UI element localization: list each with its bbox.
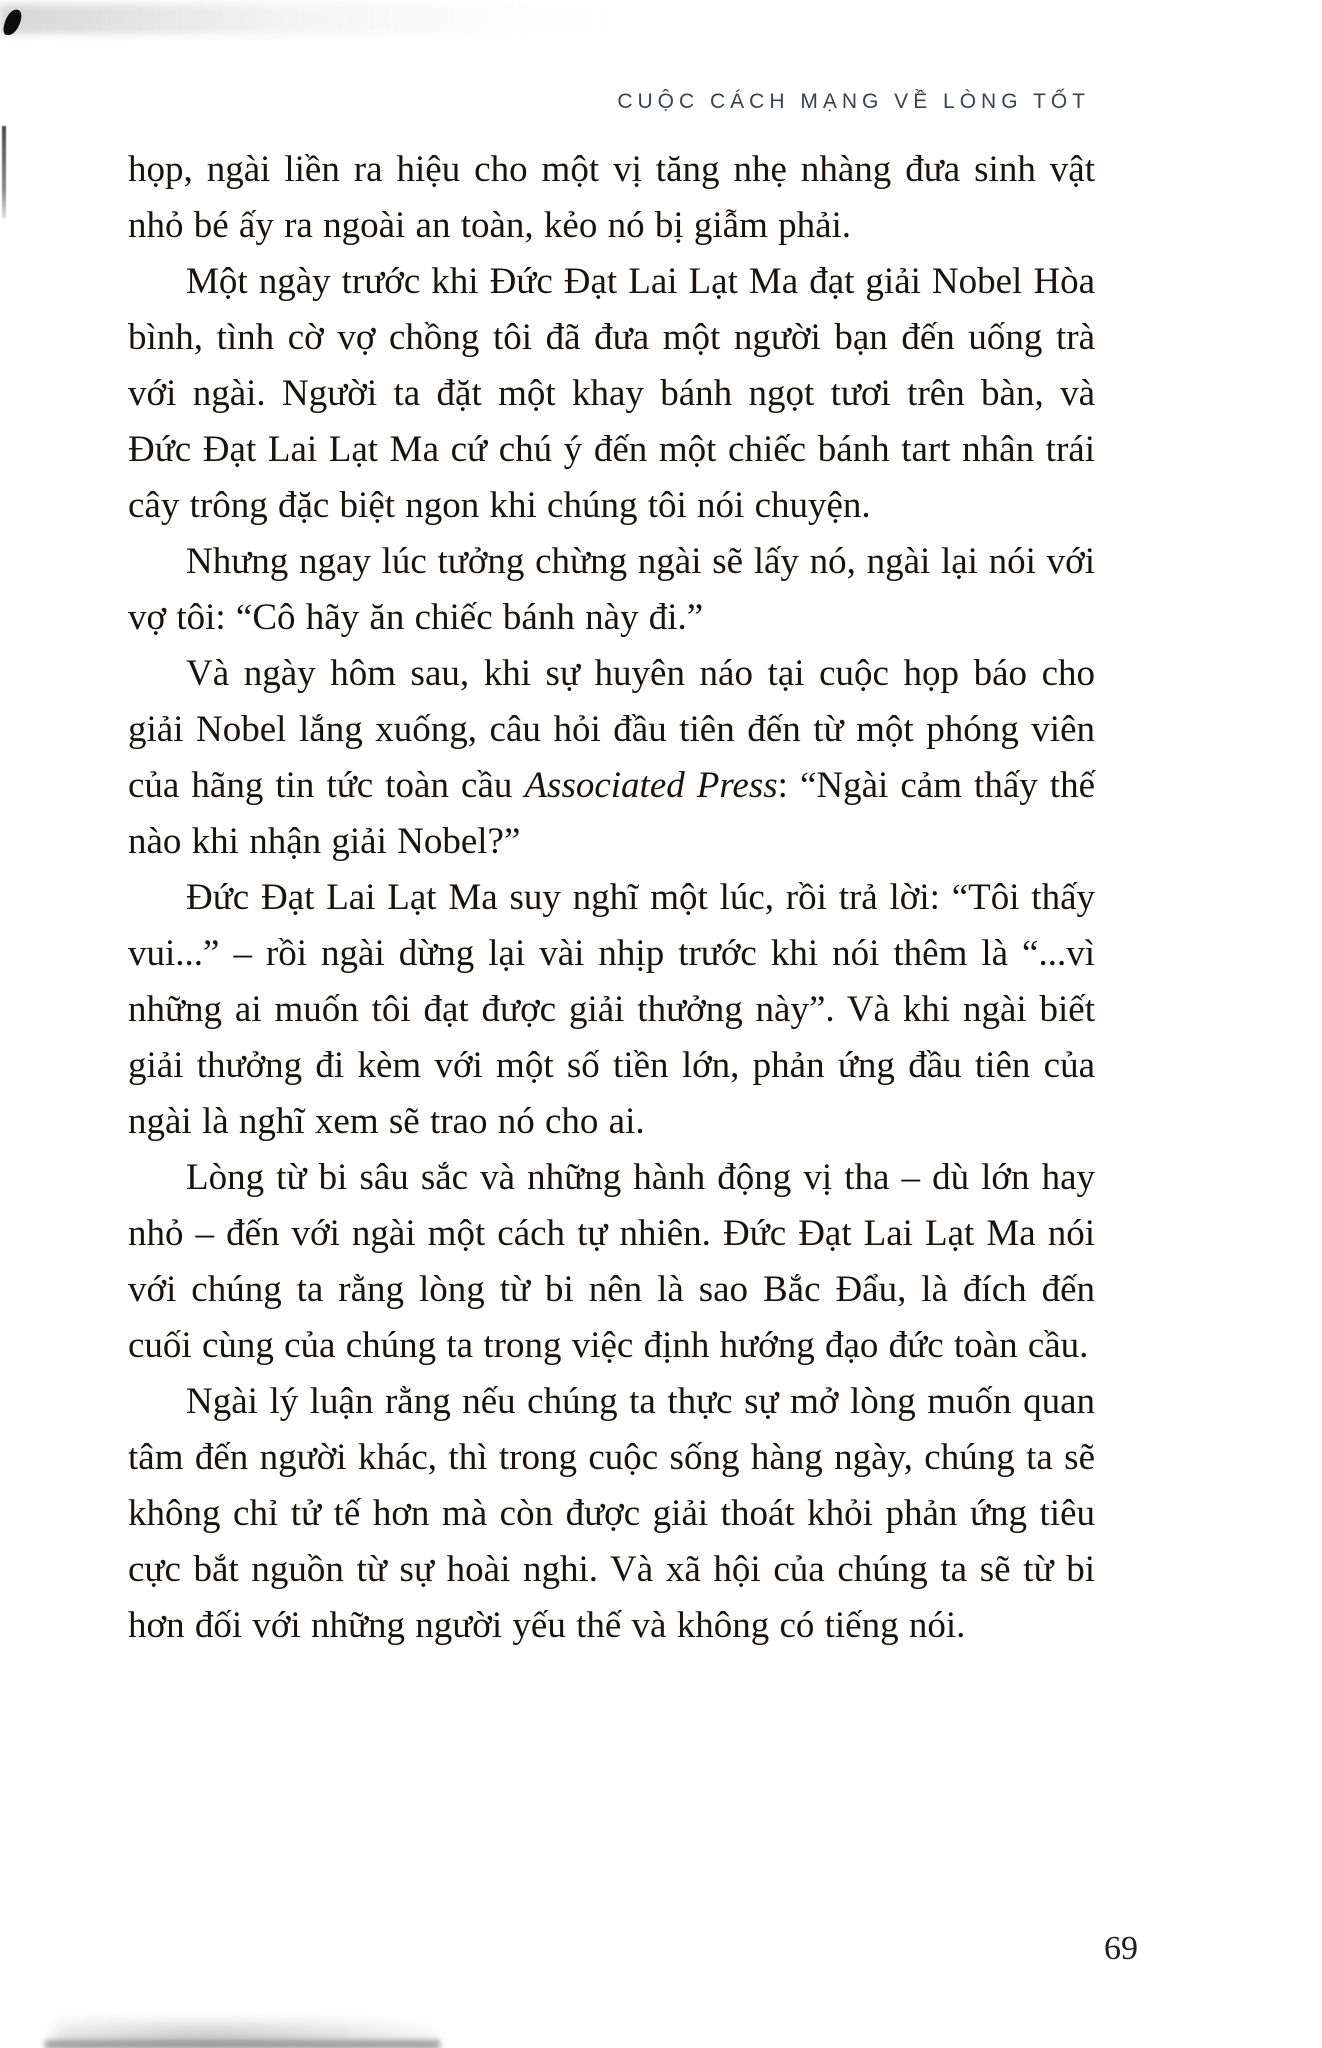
page-number: 69	[1104, 1930, 1138, 1967]
italic-run: Associated Press	[524, 765, 778, 806]
body-paragraph: Nhưng ngay lúc tưởng chừng ngài sẽ lấy nó, ngài lại nói với vợ tôi: “Cô hãy ăn chiếc bánh này đi.”	[128, 541, 1095, 638]
scan-strip-bottom	[45, 2040, 440, 2048]
scan-left-edge-line	[2, 126, 6, 218]
text-block	[128, 142, 1095, 1654]
running-header: CUỘC CÁCH MẠNG VỀ LÒNG TỐT	[617, 90, 1090, 113]
text-run: Và ngày hôm sau, khi sự huyên náo tại cuộc họp báo cho giải Nobel lắng xuống, câu hỏi đầu tiên đến từ một phóng viên của hãng tin tức toàn cầu	[128, 653, 1095, 806]
text-run: : “Ngài cảm thấy thế nào khi nhận giải Nobel?”	[128, 765, 1095, 862]
scan-smudge-top	[0, 4, 650, 34]
body-paragraph: Một ngày trước khi Đức Đạt Lai Lạt Ma đạt giải Nobel Hòa bình, tình cờ vợ chồng tôi đã đưa một người bạn đến uống trà với ngài. Người ta đặt một khay bánh ngọt tươi trên bàn, và Đức Đạt Lai Lạt Ma cứ chú ý đến một chiếc bánh tart nhân trái cây trông đặc biệt ngon khi chúng tôi nói chuyện.	[128, 261, 1095, 526]
body-paragraph: Lòng từ bi sâu sắc và những hành động vị tha – dù lớn hay nhỏ – đến với ngài một cách tự nhiên. Đức Đạt Lai Lạt Ma nói với chúng ta rằng lòng từ bi nên là sao Bắc Đẩu, là đích đến cuối cùng của chúng ta trong việc định hướng đạo đức toàn cầu.	[128, 1157, 1095, 1366]
body-paragraph: Ngài lý luận rằng nếu chúng ta thực sự mở lòng muốn quan tâm đến người khác, thì trong cuộc sống hàng ngày, chúng ta sẽ không chỉ tử tế hơn mà còn được giải thoát khỏi phản ứng tiêu cực bắt nguồn từ sự hoài nghi. Và xã hội của chúng ta sẽ từ bi hơn đối với những người yếu thế và không có tiếng nói.	[128, 1381, 1095, 1646]
body-paragraph: Đức Đạt Lai Lạt Ma suy nghĩ một lúc, rồi trả lời: “Tôi thấy vui...” – rồi ngài dừng lại vài nhịp trước khi nói thêm là “...vì những ai muốn tôi đạt được giải thưởng này”. Và khi ngài biết giải thưởng đi kèm với một số tiền lớn, phản ứng đầu tiên của ngài là nghĩ xem sẽ trao nó cho ai.	[128, 877, 1095, 1142]
body-paragraph: họp, ngài liền ra hiệu cho một vị tăng nhẹ nhàng đưa sinh vật nhỏ bé ấy ra ngoài an toàn, kẻo nó bị giẫm phải.	[128, 149, 1095, 246]
body-paragraph	[128, 646, 1095, 870]
